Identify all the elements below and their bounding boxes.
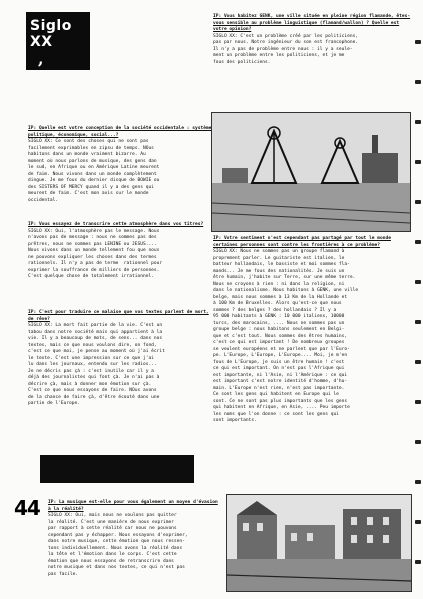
interview-question: IP: C'est pour traduire ce malaise que vos textes parlent de mort, de rêve? [28, 310, 209, 322]
left-block-4 [48, 500, 220, 578]
interview-answer: SIGLO XX: Oui, l'atmosphère pas le message. Nous n'avons pas de message : nous ne sommes pas des prêtres, nous ne sommes pas LENINE ou JESUS.... Nous vivons dans un monde tellement fou que nous ne pouvons expliquer les choses dans des termes rationnels. Il n'y a pas de terme rationnel pour exprimer la souffrance de milliers de personnes. C'est quelque chose de totalement irrationnel. [28, 228, 163, 279]
right-block-1 [213, 14, 413, 66]
left-block-3 [28, 310, 214, 408]
interview-answer: SIGLO XX: La mort fait partie de la vie. C'est un tabou dans notre société mais qui appartient à la vie. Il y a beaucoup de mots, de sens... dans nos textes, mais ce que nous voulons dire, on fond, c'est ce que moi, je pense au moment où j'ai écrit le texte. C'est une impression sur ce que j'ai lu dans les journaux, entendu sur les radios... Je ne décris pas çà : c'est inutile car il y a déjà des journalistes qui font çà. Je n'ai pas à décrire çà, mais à donner mon émotion sur çà. C'est ce que nous essayons de faire. NOus avons de la chance de faire çà, d'être écouté dans une partie de l'Europe. [28, 323, 165, 406]
left-block-1 [28, 126, 214, 204]
interview-answer: SIGLO XX: C'est un problème créé par les politiciens, pas par nous. Notre ingénieur du son est francophone. Il n'y a pas de problème entre nous : il y a seule- ment un problème entre les politiciens, et je me fous des politiciens. [213, 33, 359, 65]
interview-answer: SIGLO XX: Nous ne sommes pas un groupe flamand à proprement parler. Le guitariste est italien, le batteur hollandais, le bassiste et moi sommes fla- mands... Je me fous des nationalités. Je suis un être humain, j'habite sur Terre, sur une même terre. Nous ne croyons à rien : ni dans la religion, ni dans le nationalisme. Nous habitons à GENK, une ville belge, mais nous sommes à 13 Km de la Hollande et à 100 Km de Bruxelles. Alors qu'est-ce que nous sommes ? des belges ? des hollandais ? Il y a 95 000 habitants à GENK : 10 000 italiens, 10000 turcs, des marocains, .... Nous ne sommes pas un groupe belge : nous habitons seulement en Belgi- que et c'est tout. Nous sommes des êtres humains, c'est ce qui est important ! De nombreux groupes se veulent européens et ne parlent que par l'Euro- pe. L'Europe, L'Europe, L'Europe.... Moi, je m'en fous de L'Europe, je suis un être humain ! c'est ce qui est important. On n'est pas l'Afrique qui est importante, ni l'Asie, ni l'Amérique : ce qui est important c'est notre identité d'homme, d'hu- main. L'Europe n'est rien, n'est pas importante. Ce sont les gens qui habitent en Europe qui le sont. Ce ne sont pas plus importants que les gens qui habitent en Afrique, en Asie, .... Peu importe les noms que l'on donne : ce sont les gens qui sont importants. [213, 249, 359, 423]
interview-question: IP: La musique est-elle pour vous également un moyen d'évasion à la réalité? [48, 500, 218, 512]
left-block-2 [28, 222, 214, 281]
band-title: Siglo XX [30, 18, 72, 50]
interview-question: IP: Quelle est votre conception de la société occidentale : système politique, économique, social...? [28, 126, 212, 138]
interview-question: IP: Vous essayez de transcrire cette atmosphère dans vos titres? [28, 222, 204, 227]
band-title-box [26, 12, 90, 70]
mine-headframe-illustration [212, 113, 410, 231]
right-block-2 [213, 236, 413, 425]
binding-holes [413, 0, 423, 599]
interview-answer: SIGLO XX: Oui, mais nous ne voulons pas quitter la réalité. C'est une manière de nous exprimer par rapport à cette réalité car nous ne pouvons cependant pas y échapper. Nous essayons d'exprimer, dans notre musique, cette émotion que nous ressen- tons individuellement. Nous avons la réalité dans la tête et l'émotion dans le corps. C'est cette émotion que nous essayons de retranscrire dans notre musique et dans nos textes, ce qui n'est pas pas facile. [48, 513, 188, 577]
interview-question: IP: Votre sentiment n'est cependant pas partagé par tout le monde certaines personnes sont contre les frontières à ce problème? [213, 236, 391, 248]
street-photo [226, 494, 412, 592]
redacted-block [40, 455, 194, 483]
interview-answer: SIGLO XX: Ce sont des choses qui ne sont pas facilement exprimables en zipsu de temps. NOus habitons dans un monde vraiment bizarre. Au moment où nous parlons de musique, des gens dan le sud, en Afrique ou en Amérique Latine meurent de faim. Nous vivons dans un monde complètement dingue. Je me fous du dernier disque de BOWIE ou des SISTERS OF MERCY quand il y a des gens qui meurent de faim. C'est mon avis sur le monde occidental. [28, 139, 160, 203]
street-scene-illustration [227, 495, 411, 591]
title-mark: , [38, 49, 44, 68]
interview-question: IP: Vous habitez GENK, une ville située en pleine région flamande, êtes-vous sensible au problème linguistique (flamand/wallon) ? Quelle est votre opinion? [213, 14, 411, 32]
industrial-photo [211, 112, 411, 232]
page-number: 44 [14, 496, 40, 520]
